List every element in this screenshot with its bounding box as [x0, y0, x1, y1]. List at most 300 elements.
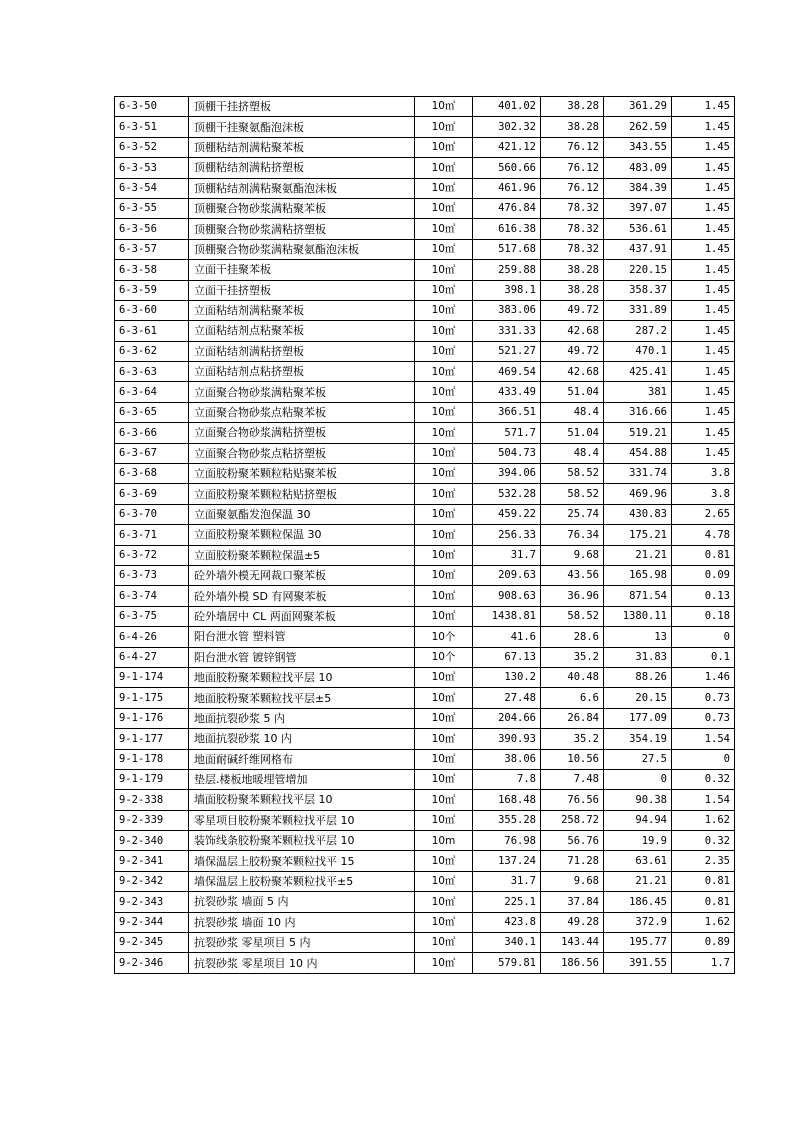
labor-cost-cell: 78.32	[541, 219, 604, 239]
quota-table	[114, 96, 735, 974]
base-price-cell: 355.28	[473, 810, 541, 830]
item-unit-cell: 10㎡	[415, 933, 473, 953]
base-price-cell: 517.68	[473, 239, 541, 259]
material-cost-cell: 63.61	[604, 851, 672, 871]
table-row	[115, 341, 735, 361]
item-name-cell: 零星项目胶粉聚苯颗粒找平层 10	[189, 810, 415, 830]
table-row	[115, 321, 735, 341]
base-price-cell: 521.27	[473, 341, 541, 361]
labor-cost-cell: 10.56	[541, 749, 604, 769]
table-row	[115, 565, 735, 585]
item-unit-cell: 10㎡	[415, 280, 473, 300]
material-cost-cell: 21.21	[604, 545, 672, 565]
item-unit-cell: 10㎡	[415, 504, 473, 524]
item-unit-cell: 10㎡	[415, 117, 473, 137]
item-name-cell: 抗裂砂浆 零星项目 10 内	[189, 953, 415, 973]
item-code-cell: 9-1-178	[115, 749, 189, 769]
table-row	[115, 627, 735, 647]
item-unit-cell: 10㎡	[415, 606, 473, 626]
labor-cost-cell: 28.6	[541, 627, 604, 647]
item-unit-cell: 10㎡	[415, 239, 473, 259]
item-code-cell: 6-3-69	[115, 484, 189, 504]
base-price-cell: 366.51	[473, 402, 541, 422]
item-unit-cell: 10㎡	[415, 341, 473, 361]
item-code-cell: 6-3-64	[115, 382, 189, 402]
item-name-cell: 顶棚粘结剂满粘挤塑板	[189, 158, 415, 178]
labor-cost-cell: 9.68	[541, 545, 604, 565]
material-cost-cell: 287.2	[604, 321, 672, 341]
item-unit-cell: 10个	[415, 647, 473, 667]
machine-cost-cell: 1.45	[672, 300, 735, 320]
item-code-cell: 6-3-54	[115, 178, 189, 198]
labor-cost-cell: 76.12	[541, 178, 604, 198]
base-price-cell: 31.7	[473, 545, 541, 565]
table-row	[115, 831, 735, 851]
labor-cost-cell: 49.72	[541, 341, 604, 361]
table-row	[115, 239, 735, 259]
item-unit-cell: 10㎡	[415, 321, 473, 341]
item-unit-cell: 10㎡	[415, 565, 473, 585]
labor-cost-cell: 48.4	[541, 443, 604, 463]
table-row	[115, 464, 735, 484]
item-unit-cell: 10㎡	[415, 382, 473, 402]
labor-cost-cell: 78.32	[541, 239, 604, 259]
item-code-cell: 9-1-176	[115, 708, 189, 728]
table-row	[115, 402, 735, 422]
machine-cost-cell: 1.62	[672, 912, 735, 932]
item-name-cell: 地面抗裂砂浆 10 内	[189, 729, 415, 749]
material-cost-cell: 0	[604, 769, 672, 789]
item-name-cell: 抗裂砂浆 墙面 10 内	[189, 912, 415, 932]
material-cost-cell: 13	[604, 627, 672, 647]
machine-cost-cell: 1.45	[672, 219, 735, 239]
item-unit-cell: 10㎡	[415, 178, 473, 198]
labor-cost-cell: 51.04	[541, 382, 604, 402]
material-cost-cell: 331.89	[604, 300, 672, 320]
machine-cost-cell: 1.45	[672, 382, 735, 402]
material-cost-cell: 177.09	[604, 708, 672, 728]
labor-cost-cell: 38.28	[541, 280, 604, 300]
item-name-cell: 立面胶粉聚苯颗粒粘贴挤塑板	[189, 484, 415, 504]
item-name-cell: 砼外墙外模 SD 有网聚苯板	[189, 586, 415, 606]
item-name-cell: 墙面胶粉聚苯颗粒找平层 10	[189, 790, 415, 810]
machine-cost-cell: 3.8	[672, 464, 735, 484]
material-cost-cell: 1380.11	[604, 606, 672, 626]
item-name-cell: 抗裂砂浆 零星项目 5 内	[189, 933, 415, 953]
table-row	[115, 97, 735, 117]
item-code-cell: 6-4-27	[115, 647, 189, 667]
material-cost-cell: 316.66	[604, 402, 672, 422]
base-price-cell: 209.63	[473, 565, 541, 585]
base-price-cell: 137.24	[473, 851, 541, 871]
labor-cost-cell: 38.28	[541, 260, 604, 280]
labor-cost-cell: 25.74	[541, 504, 604, 524]
base-price-cell: 204.66	[473, 708, 541, 728]
item-code-cell: 6-3-70	[115, 504, 189, 524]
item-name-cell: 地面耐碱纤维网格布	[189, 749, 415, 769]
labor-cost-cell: 78.32	[541, 198, 604, 218]
base-price-cell: 579.81	[473, 953, 541, 973]
table-row	[115, 953, 735, 973]
machine-cost-cell: 1.54	[672, 729, 735, 749]
item-unit-cell: 10㎡	[415, 769, 473, 789]
table-row	[115, 219, 735, 239]
material-cost-cell: 361.29	[604, 97, 672, 117]
material-cost-cell: 343.55	[604, 137, 672, 157]
base-price-cell: 225.1	[473, 892, 541, 912]
material-cost-cell: 88.26	[604, 667, 672, 687]
table-row	[115, 525, 735, 545]
item-unit-cell: 10㎡	[415, 790, 473, 810]
labor-cost-cell: 7.48	[541, 769, 604, 789]
item-code-cell: 6-3-72	[115, 545, 189, 565]
item-unit-cell: 10㎡	[415, 851, 473, 871]
material-cost-cell: 331.74	[604, 464, 672, 484]
material-cost-cell: 186.45	[604, 892, 672, 912]
item-code-cell: 9-2-341	[115, 851, 189, 871]
item-code-cell: 9-2-340	[115, 831, 189, 851]
base-price-cell: 571.7	[473, 423, 541, 443]
base-price-cell: 7.8	[473, 769, 541, 789]
item-code-cell: 6-3-68	[115, 464, 189, 484]
base-price-cell: 616.38	[473, 219, 541, 239]
material-cost-cell: 469.96	[604, 484, 672, 504]
material-cost-cell: 519.21	[604, 423, 672, 443]
labor-cost-cell: 186.56	[541, 953, 604, 973]
labor-cost-cell: 49.72	[541, 300, 604, 320]
table-row	[115, 892, 735, 912]
item-code-cell: 6-3-55	[115, 198, 189, 218]
table-row	[115, 504, 735, 524]
machine-cost-cell: 3.8	[672, 484, 735, 504]
item-code-cell: 9-2-339	[115, 810, 189, 830]
item-code-cell: 6-3-67	[115, 443, 189, 463]
material-cost-cell: 220.15	[604, 260, 672, 280]
machine-cost-cell: 0.81	[672, 892, 735, 912]
item-unit-cell: 10㎡	[415, 137, 473, 157]
labor-cost-cell: 76.34	[541, 525, 604, 545]
item-code-cell: 9-1-177	[115, 729, 189, 749]
base-price-cell: 331.33	[473, 321, 541, 341]
item-unit-cell: 10㎡	[415, 464, 473, 484]
table-row	[115, 137, 735, 157]
item-code-cell: 6-3-60	[115, 300, 189, 320]
item-unit-cell: 10㎡	[415, 810, 473, 830]
base-price-cell: 76.98	[473, 831, 541, 851]
material-cost-cell: 27.5	[604, 749, 672, 769]
base-price-cell: 433.49	[473, 382, 541, 402]
item-name-cell: 立面干挂聚苯板	[189, 260, 415, 280]
material-cost-cell: 195.77	[604, 933, 672, 953]
base-price-cell: 398.1	[473, 280, 541, 300]
labor-cost-cell: 71.28	[541, 851, 604, 871]
item-unit-cell: 10㎡	[415, 158, 473, 178]
item-code-cell: 9-2-345	[115, 933, 189, 953]
item-code-cell: 6-3-58	[115, 260, 189, 280]
material-cost-cell: 165.98	[604, 565, 672, 585]
material-cost-cell: 21.21	[604, 871, 672, 891]
item-name-cell: 阳台泄水管 塑料管	[189, 627, 415, 647]
base-price-cell: 390.93	[473, 729, 541, 749]
table-row	[115, 260, 735, 280]
table-row	[115, 749, 735, 769]
labor-cost-cell: 58.52	[541, 464, 604, 484]
item-unit-cell: 10㎡	[415, 871, 473, 891]
machine-cost-cell: 1.45	[672, 239, 735, 259]
machine-cost-cell: 1.45	[672, 362, 735, 382]
item-unit-cell: 10㎡	[415, 545, 473, 565]
item-unit-cell: 10个	[415, 627, 473, 647]
machine-cost-cell: 0	[672, 627, 735, 647]
base-price-cell: 476.84	[473, 198, 541, 218]
item-unit-cell: 10㎡	[415, 443, 473, 463]
base-price-cell: 394.06	[473, 464, 541, 484]
item-name-cell: 立面粘结剂满粘挤塑板	[189, 341, 415, 361]
labor-cost-cell: 6.6	[541, 688, 604, 708]
table-row	[115, 300, 735, 320]
labor-cost-cell: 38.28	[541, 97, 604, 117]
table-row	[115, 586, 735, 606]
machine-cost-cell: 0.1	[672, 647, 735, 667]
item-unit-cell: 10m	[415, 831, 473, 851]
table-row	[115, 484, 735, 504]
machine-cost-cell: 1.45	[672, 341, 735, 361]
item-code-cell: 6-3-59	[115, 280, 189, 300]
table-row	[115, 545, 735, 565]
table-row	[115, 790, 735, 810]
machine-cost-cell: 1.54	[672, 790, 735, 810]
item-unit-cell: 10㎡	[415, 749, 473, 769]
base-price-cell: 168.48	[473, 790, 541, 810]
base-price-cell: 423.8	[473, 912, 541, 932]
base-price-cell: 67.13	[473, 647, 541, 667]
table-row	[115, 423, 735, 443]
base-price-cell: 256.33	[473, 525, 541, 545]
item-code-cell: 9-2-343	[115, 892, 189, 912]
item-unit-cell: 10㎡	[415, 402, 473, 422]
material-cost-cell: 381	[604, 382, 672, 402]
item-code-cell: 9-2-346	[115, 953, 189, 973]
table-row	[115, 667, 735, 687]
item-code-cell: 6-3-62	[115, 341, 189, 361]
item-name-cell: 砼外墙居中 CL 两面网聚苯板	[189, 606, 415, 626]
item-name-cell: 顶棚粘结剂满粘聚氨酯泡沫板	[189, 178, 415, 198]
machine-cost-cell: 0.81	[672, 871, 735, 891]
table-row	[115, 810, 735, 830]
item-name-cell: 顶棚干挂聚氨酯泡沫板	[189, 117, 415, 137]
labor-cost-cell: 42.68	[541, 362, 604, 382]
material-cost-cell: 94.94	[604, 810, 672, 830]
item-unit-cell: 10㎡	[415, 423, 473, 443]
table-row	[115, 158, 735, 178]
base-price-cell: 1438.81	[473, 606, 541, 626]
item-name-cell: 地面胶粉聚苯颗粒找平层 10	[189, 667, 415, 687]
base-price-cell: 461.96	[473, 178, 541, 198]
item-code-cell: 6-3-53	[115, 158, 189, 178]
item-code-cell: 6-4-26	[115, 627, 189, 647]
base-price-cell: 421.12	[473, 137, 541, 157]
item-name-cell: 立面聚合物砂浆点粘挤塑板	[189, 443, 415, 463]
base-price-cell: 532.28	[473, 484, 541, 504]
labor-cost-cell: 37.84	[541, 892, 604, 912]
labor-cost-cell: 48.4	[541, 402, 604, 422]
material-cost-cell: 20.15	[604, 688, 672, 708]
machine-cost-cell: 0.13	[672, 586, 735, 606]
item-unit-cell: 10㎡	[415, 260, 473, 280]
machine-cost-cell: 1.45	[672, 178, 735, 198]
material-cost-cell: 175.21	[604, 525, 672, 545]
material-cost-cell: 19.9	[604, 831, 672, 851]
material-cost-cell: 871.54	[604, 586, 672, 606]
machine-cost-cell: 1.45	[672, 402, 735, 422]
labor-cost-cell: 51.04	[541, 423, 604, 443]
item-unit-cell: 10㎡	[415, 362, 473, 382]
material-cost-cell: 536.61	[604, 219, 672, 239]
labor-cost-cell: 56.76	[541, 831, 604, 851]
material-cost-cell: 483.09	[604, 158, 672, 178]
item-code-cell: 6-3-71	[115, 525, 189, 545]
item-name-cell: 立面聚合物砂浆点粘聚苯板	[189, 402, 415, 422]
base-price-cell: 31.7	[473, 871, 541, 891]
item-name-cell: 墙保温层上胶粉聚苯颗粒找平 15	[189, 851, 415, 871]
labor-cost-cell: 43.56	[541, 565, 604, 585]
base-price-cell: 469.54	[473, 362, 541, 382]
machine-cost-cell: 2.35	[672, 851, 735, 871]
item-code-cell: 6-3-73	[115, 565, 189, 585]
machine-cost-cell: 1.45	[672, 280, 735, 300]
base-price-cell: 130.2	[473, 667, 541, 687]
machine-cost-cell: 1.45	[672, 97, 735, 117]
item-unit-cell: 10㎡	[415, 219, 473, 239]
labor-cost-cell: 143.44	[541, 933, 604, 953]
table-row	[115, 769, 735, 789]
item-code-cell: 6-3-50	[115, 97, 189, 117]
item-name-cell: 立面粘结剂满粘聚苯板	[189, 300, 415, 320]
item-name-cell: 立面聚合物砂浆满粘挤塑板	[189, 423, 415, 443]
machine-cost-cell: 1.45	[672, 321, 735, 341]
item-name-cell: 装饰线条胶粉聚苯颗粒找平层 10	[189, 831, 415, 851]
machine-cost-cell: 1.62	[672, 810, 735, 830]
item-code-cell: 6-3-51	[115, 117, 189, 137]
machine-cost-cell: 0.81	[672, 545, 735, 565]
machine-cost-cell: 1.45	[672, 423, 735, 443]
machine-cost-cell: 0.09	[672, 565, 735, 585]
table-row	[115, 606, 735, 626]
base-price-cell: 259.88	[473, 260, 541, 280]
item-code-cell: 9-2-342	[115, 871, 189, 891]
item-code-cell: 9-1-175	[115, 688, 189, 708]
base-price-cell: 401.02	[473, 97, 541, 117]
table-row	[115, 198, 735, 218]
item-name-cell: 顶棚干挂挤塑板	[189, 97, 415, 117]
material-cost-cell: 384.39	[604, 178, 672, 198]
labor-cost-cell: 76.12	[541, 158, 604, 178]
item-unit-cell: 10㎡	[415, 484, 473, 504]
table-row	[115, 382, 735, 402]
labor-cost-cell: 58.52	[541, 484, 604, 504]
material-cost-cell: 425.41	[604, 362, 672, 382]
item-code-cell: 6-3-74	[115, 586, 189, 606]
item-unit-cell: 10㎡	[415, 198, 473, 218]
item-name-cell: 抗裂砂浆 墙面 5 内	[189, 892, 415, 912]
material-cost-cell: 90.38	[604, 790, 672, 810]
item-code-cell: 6-3-66	[115, 423, 189, 443]
item-unit-cell: 10㎡	[415, 912, 473, 932]
table-body	[115, 97, 735, 974]
item-name-cell: 垫层.楼板地暖埋管增加	[189, 769, 415, 789]
material-cost-cell: 31.83	[604, 647, 672, 667]
material-cost-cell: 391.55	[604, 953, 672, 973]
base-price-cell: 41.6	[473, 627, 541, 647]
base-price-cell: 383.06	[473, 300, 541, 320]
item-code-cell: 6-3-65	[115, 402, 189, 422]
machine-cost-cell: 0.89	[672, 933, 735, 953]
labor-cost-cell: 9.68	[541, 871, 604, 891]
material-cost-cell: 437.91	[604, 239, 672, 259]
table-row	[115, 178, 735, 198]
base-price-cell: 560.66	[473, 158, 541, 178]
item-unit-cell: 10㎡	[415, 688, 473, 708]
machine-cost-cell: 1.45	[672, 198, 735, 218]
material-cost-cell: 470.1	[604, 341, 672, 361]
item-code-cell: 9-2-344	[115, 912, 189, 932]
item-code-cell: 6-3-61	[115, 321, 189, 341]
machine-cost-cell: 1.45	[672, 260, 735, 280]
labor-cost-cell: 76.12	[541, 137, 604, 157]
machine-cost-cell: 0.32	[672, 769, 735, 789]
labor-cost-cell: 42.68	[541, 321, 604, 341]
machine-cost-cell: 1.45	[672, 158, 735, 178]
item-code-cell: 6-3-75	[115, 606, 189, 626]
labor-cost-cell: 76.56	[541, 790, 604, 810]
table-row	[115, 117, 735, 137]
machine-cost-cell: 0.73	[672, 688, 735, 708]
item-name-cell: 顶棚聚合物砂浆满粘聚氨酯泡沫板	[189, 239, 415, 259]
table-row	[115, 729, 735, 749]
item-code-cell: 6-3-57	[115, 239, 189, 259]
item-name-cell: 墙保温层上胶粉聚苯颗粒找平±5	[189, 871, 415, 891]
table-row	[115, 647, 735, 667]
machine-cost-cell: 0.32	[672, 831, 735, 851]
item-unit-cell: 10㎡	[415, 97, 473, 117]
machine-cost-cell: 0.18	[672, 606, 735, 626]
material-cost-cell: 372.9	[604, 912, 672, 932]
item-code-cell: 6-3-63	[115, 362, 189, 382]
base-price-cell: 908.63	[473, 586, 541, 606]
base-price-cell: 302.32	[473, 117, 541, 137]
item-unit-cell: 10㎡	[415, 667, 473, 687]
item-name-cell: 立面胶粉聚苯颗粒粘贴聚苯板	[189, 464, 415, 484]
item-code-cell: 6-3-52	[115, 137, 189, 157]
labor-cost-cell: 35.2	[541, 647, 604, 667]
item-unit-cell: 10㎡	[415, 708, 473, 728]
base-price-cell: 340.1	[473, 933, 541, 953]
machine-cost-cell: 1.45	[672, 117, 735, 137]
labor-cost-cell: 258.72	[541, 810, 604, 830]
labor-cost-cell: 35.2	[541, 729, 604, 749]
item-name-cell: 顶棚聚合物砂浆满粘聚苯板	[189, 198, 415, 218]
table-row	[115, 443, 735, 463]
material-cost-cell: 454.88	[604, 443, 672, 463]
material-cost-cell: 430.83	[604, 504, 672, 524]
machine-cost-cell: 2.65	[672, 504, 735, 524]
base-price-cell: 38.06	[473, 749, 541, 769]
item-unit-cell: 10㎡	[415, 953, 473, 973]
item-unit-cell: 10㎡	[415, 300, 473, 320]
item-name-cell: 砼外墙外模无网裁口聚苯板	[189, 565, 415, 585]
labor-cost-cell: 26.84	[541, 708, 604, 728]
material-cost-cell: 397.07	[604, 198, 672, 218]
